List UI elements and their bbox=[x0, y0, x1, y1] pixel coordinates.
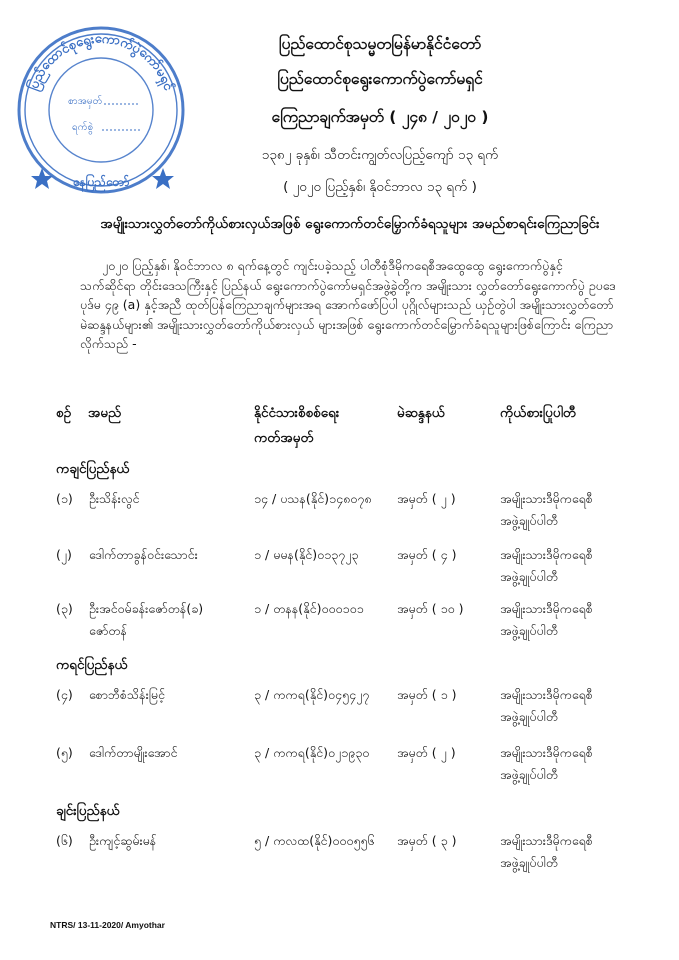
cell-name: ဒေါက်တာခွန်ဝင်းသောင်း bbox=[89, 547, 198, 562]
cell-party-line2: အဖွဲ့ချုပ်ပါတီ bbox=[500, 569, 559, 584]
table-row bbox=[0, 742, 679, 786]
cell-party-line1: အမျိုးသားဒီမိုကရေစီ bbox=[500, 491, 593, 506]
seal-bottom-text: နေပြည်တော် bbox=[72, 175, 130, 189]
cell-party-line1: အမျိုးသားဒီမိုကရေစီ bbox=[500, 745, 593, 760]
cell-no: (၅) bbox=[56, 745, 73, 760]
seal-line-label-1: စာအမှတ် bbox=[68, 96, 103, 107]
cell-party bbox=[500, 830, 610, 874]
cell-nrc: ၁ / တနန(နိုင်)၀၀၀၁၀၁ bbox=[254, 601, 364, 616]
document-header bbox=[190, 34, 570, 197]
header-no: စဉ် bbox=[56, 405, 72, 421]
header-party: ကိုယ်စားပြုပါတီ bbox=[500, 405, 577, 421]
header-country: ပြည်ထောင်စုသမ္မတမြန်မာနိုင်ငံတော် bbox=[278, 35, 482, 53]
cell-nrc: ၁၄ / ပသန(နိုင်)၁၄၈၀၇၈ bbox=[254, 491, 372, 506]
header-date-myanmar: ၁၃၈၂ ခုနှစ်၊ သီတင်းကျွတ်လပြည့်ကျော် ၁၃ ရက် bbox=[261, 147, 499, 163]
cell-nrc: ၃ / ကကရ(နိုင်)၀၄၅၄၂၇ bbox=[254, 687, 370, 702]
region-heading: ကချင်ပြည်နယ် bbox=[56, 461, 130, 477]
document-body bbox=[80, 256, 620, 354]
cell-constituency: အမှတ် ( ၁ ) bbox=[397, 687, 457, 702]
svg-text:ပြည်ထောင်စုရွေးကောက်ပွဲကော်မရှ bbox=[23, 31, 178, 94]
header-date-gregorian: ( ၂၀၂၀ ပြည့်နှစ်၊ နိုဝင်ဘာလ ၁၃ ရက် ) bbox=[283, 179, 477, 195]
cell-constituency: အမှတ် ( ၂ ) bbox=[397, 745, 456, 760]
cell-party-line1: အမျိုးသားဒီမိုကရေစီ bbox=[500, 547, 593, 562]
cell-party-line1: အမျိုးသားဒီမိုကရေစီ bbox=[500, 601, 593, 616]
region-heading: ချင်းပြည်နယ် bbox=[56, 803, 120, 819]
cell-name: ဒေါက်တာမျိုးအောင် bbox=[89, 745, 178, 760]
cell-party bbox=[500, 544, 610, 588]
cell-party bbox=[500, 488, 610, 532]
cell-party-line2: အဖွဲ့ချုပ်ပါတီ bbox=[500, 855, 559, 870]
table-row bbox=[0, 598, 679, 642]
cell-party bbox=[500, 598, 610, 642]
seal-line-label-2: ရက်စွဲ bbox=[72, 122, 94, 133]
header-announcement-no: ကြေညာချက်အမှတ် ( ၂၄၈ / ၂၀၂၀ ) bbox=[271, 108, 489, 126]
cell-party-line2: အဖွဲ့ချုပ်ပါတီ bbox=[500, 709, 559, 724]
cell-no: (၄) bbox=[56, 687, 73, 702]
cell-party-line1: အမျိုးသားဒီမိုကရေစီ bbox=[500, 833, 593, 848]
cell-party-line2: အဖွဲ့ချုပ်ပါတီ bbox=[500, 513, 559, 528]
cell-party-line2: အဖွဲ့ချုပ်ပါတီ bbox=[500, 623, 559, 638]
header-nrc: နိုင်ငံသားစိစစ်ရေး bbox=[254, 405, 340, 421]
table-row bbox=[0, 544, 679, 588]
cell-nrc: ၅ / ကလထ(နိုင်)၀၀၀၅၅၆ bbox=[254, 833, 375, 848]
document-subject: အမျိုးသားလွှတ်တော်ကိုယ်စားလှယ်အဖြစ် ရွေးကောက်တင်မြှောက်ခံရသူများ အမည်စာရင်းကြေညာခြင်း bbox=[100, 216, 600, 232]
seal-outer-text: ပြည်ထောင်စုရွေးကောက်ပွဲကော်မရှင် bbox=[26, 31, 176, 93]
document-footer-reference: NTRS/ 13-11-2020/ Amyothar bbox=[50, 920, 165, 930]
cell-no: (၂) bbox=[56, 547, 72, 562]
body-paragraph: ၂၀၂၀ ပြည့်နှစ်၊ နိုဝင်ဘာလ ၈ ရက်နေ့တွင် ကျင်းပခဲ့သည့် ပါတီစုံဒီမိုကရေစီအထွေထွေ ရွေးကောက်ပွဲနှင့် သက်ဆိုင်ရာ တိုင်းဒေသကြီးနှင့် ပြည်နယ် ရွေးကောက်ပွဲကော်မရှင်အဖွဲ့ခွဲတို့က အမျိုးသား လွှတ်တော်ရွေးကောက်ပွဲ ဥပဒေပုဒ်မ ၄၉ (a) နှင့်အညီ ထုတ်ပြန်ကြေညာချက်များအရ အောက်ဖော်ပြပါ ပုဂ္ဂိုလ်များသည် ယှဉ်တွဲပါ အမျိုးသားလွှတ်တော်မဲဆန္ဒနယ်များ၏ အမျိုးသားလွှတ်တော်ကိုယ်စားလှယ် များအဖြစ် ရွေးကောက်တင်မြှောက်ခံရသူများဖြစ်ကြောင်း ကြေညာလိုက်သည် - bbox=[80, 258, 616, 351]
header-name: အမည် bbox=[88, 405, 122, 421]
cell-no: (၃) bbox=[56, 601, 73, 616]
seal-stamp-icon bbox=[12, 18, 190, 196]
header-constituency: မဲဆန္ဒနယ် bbox=[397, 405, 445, 421]
cell-name: ဦးအင်ဝမ်ခန်းဇော်တန်(ခ) bbox=[89, 601, 204, 616]
cell-constituency: အမှတ် ( ၂ ) bbox=[397, 491, 456, 506]
cell-party bbox=[500, 684, 610, 728]
cell-party-line2: အဖွဲ့ချုပ်ပါတီ bbox=[500, 767, 559, 782]
cell-no: (၆) bbox=[56, 833, 73, 848]
cell-party bbox=[500, 742, 610, 786]
cell-nrc: ၃ / ကကရ(နိုင်)၀၂၁၉၃၀ bbox=[254, 745, 370, 760]
header-commission: ပြည်ထောင်စုရွေးကောက်ပွဲကော်မရှင် bbox=[277, 70, 483, 88]
cell-no: (၁) bbox=[56, 491, 73, 506]
cell-nrc: ၁ / မမန(နိုင်)၀၁၃၇၂၃ bbox=[254, 547, 359, 562]
cell-name-line2: ဇော်တန် bbox=[89, 623, 128, 638]
cell-name: စောဘီစံသိန်းမြင့် bbox=[89, 687, 165, 702]
cell-name: ဦးကျင့်ဆွမ်းမန် bbox=[89, 833, 157, 848]
table-row bbox=[0, 488, 679, 532]
cell-constituency: အမှတ် ( ၄ ) bbox=[397, 547, 457, 562]
cell-constituency: အမှတ် ( ၃ ) bbox=[397, 833, 457, 848]
table-row bbox=[0, 684, 679, 728]
commission-seal bbox=[12, 18, 190, 196]
cell-name: ဦးသိန်းလွင် bbox=[89, 491, 140, 506]
table-row bbox=[0, 830, 679, 874]
header-nrc-line2: ကတ်အမှတ် bbox=[254, 430, 314, 446]
cell-constituency: အမှတ် ( ၁၀ ) bbox=[397, 601, 464, 616]
cell-party-line1: အမျိုးသားဒီမိုကရေစီ bbox=[500, 687, 593, 702]
region-heading: ကရင်ပြည်နယ် bbox=[56, 657, 128, 673]
